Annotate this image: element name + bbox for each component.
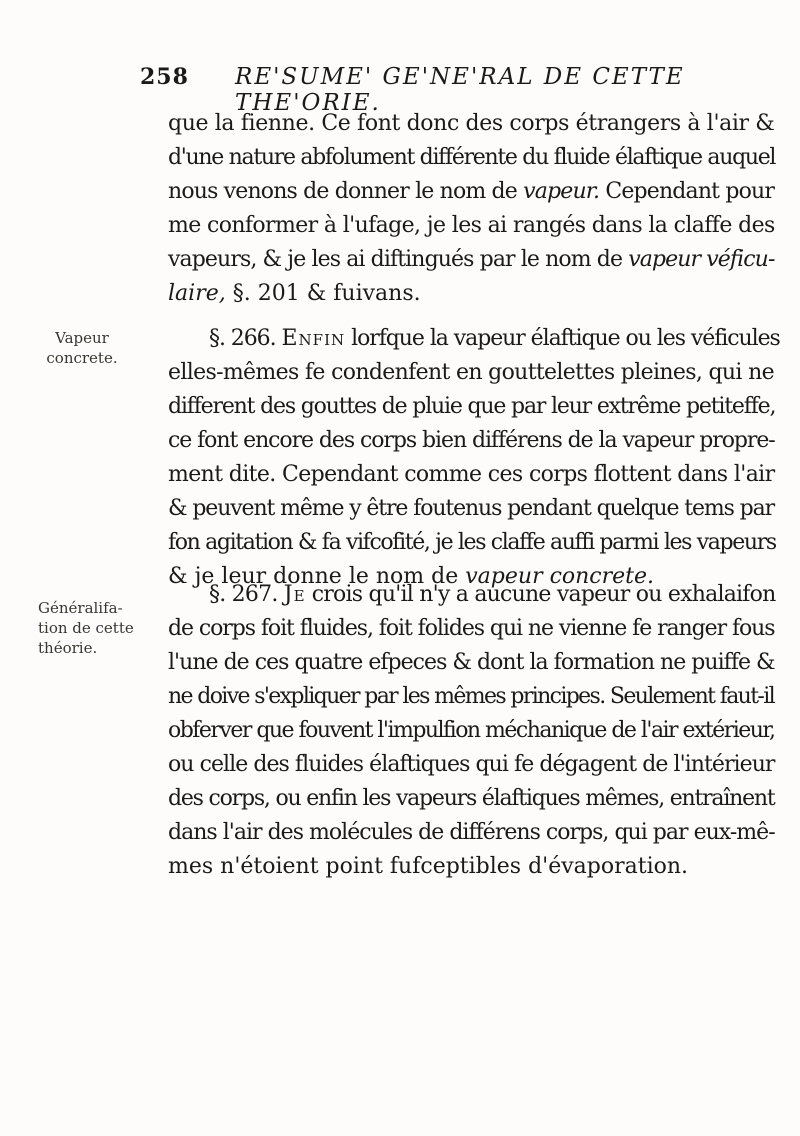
text-line: vapeurs, & je les ai diftingués par le nom de vapeur véficu-	[168, 247, 775, 272]
page-number: 258	[140, 64, 189, 90]
page-header	[140, 64, 780, 116]
term-vapeur: vapeur.	[523, 179, 600, 204]
text-line: fon agitation & fa vifcofité, je les claffe auffi parmi les vapeurs	[168, 530, 776, 555]
margin-note-vapeur-concrete: Vapeur concrete.	[46, 329, 118, 367]
text-line: §. 266. Enfin lorfque la vapeur élaftique ou les véficules	[209, 326, 780, 351]
text-line: des corps, ou enfin les vapeurs élaftiques mêmes, entraînent	[168, 786, 775, 811]
text-line: & je leur donne le nom de vapeur concrete.	[168, 564, 655, 589]
section-number: §. 266.	[209, 326, 276, 351]
text-line: que la fienne. Ce font donc des corps étrangers à l'air &	[168, 111, 775, 136]
text-line: d'une nature abfolument différente du fluide élaftique auquel	[168, 145, 776, 170]
paragraph-3	[168, 578, 774, 884]
paragraph-2	[168, 322, 780, 594]
text-line: §. 267. Je crois qu'il n'y a aucune vapeur ou exhalaifon	[209, 582, 776, 607]
text-line: l'une de ces quatre efpeces & dont la formation ne puiffe &	[168, 650, 775, 675]
text-line: de corps foit fluides, foit folides qui ne vienne fe ranger fous	[168, 616, 775, 641]
term-vapeur-concrete: vapeur concrete.	[465, 564, 655, 589]
section-number: §. 267.	[209, 582, 278, 607]
text-line: elles-mêmes fe condenfent en gouttelettes pleines, qui ne	[168, 360, 774, 385]
text-line: dans l'air des molécules de différens corps, qui par eux-mê-	[168, 820, 775, 845]
text-line: ment dite. Cependant comme ces corps flottent dans l'air	[168, 462, 775, 487]
text-line: me conformer à l'ufage, je les ai rangés dans la claffe des	[168, 213, 775, 238]
text-line: & peuvent même y être foutenus pendant quelque tems par	[168, 496, 774, 521]
text-line: obferver que fouvent l'impulfion méchanique de l'air extérieur,	[168, 718, 775, 743]
term-vapeur-vesiculaire: vapeur véficu-	[628, 247, 775, 272]
text-line: mes n'étoient point fufceptibles d'évaporation.	[168, 854, 689, 879]
text-line: different des gouttes de pluie que par leur extrême petiteffe,	[168, 394, 776, 419]
paragraph-1	[168, 107, 774, 311]
text-line: laire, §. 201 & fuivans.	[168, 281, 421, 306]
text-line: ou celle des fluides élaftiques qui fe dégagent de l'intérieur	[168, 752, 775, 777]
text-line: nous venons de donner le nom de vapeur. Cependant pour	[168, 179, 774, 204]
text-line: ne doive s'expliquer par les mêmes principes. Seulement faut-il	[168, 684, 774, 709]
running-title: RE'SUME' GE'NE'RAL DE CETTE THE'ORIE.	[235, 64, 685, 116]
text-line: ce font encore des corps bien différens de la vapeur propre-	[168, 428, 775, 453]
margin-note-generalisation: Généralifa- tion de cette théorie.	[38, 599, 134, 657]
